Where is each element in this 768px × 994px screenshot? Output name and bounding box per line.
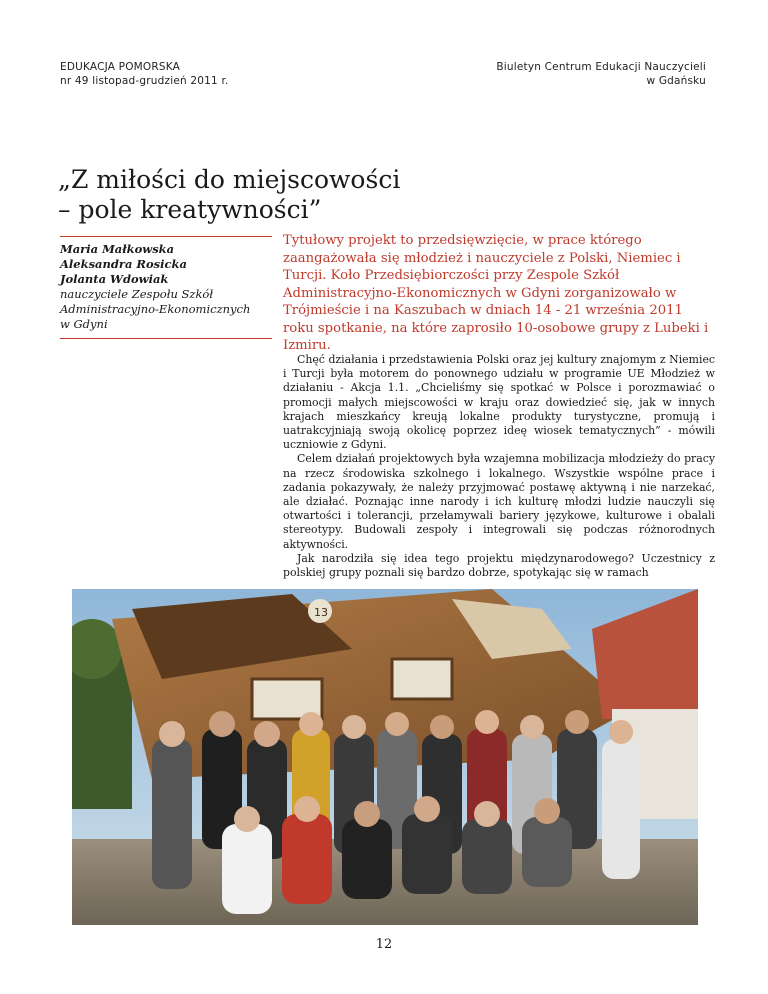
group-photo: [72, 589, 698, 925]
body-paragraph: Jak narodziła się idea tego projektu międzynarodowego? Uczestnicy z polskiej grupy poznali się bardzo dobrze, spotykając się w ramach: [283, 551, 715, 580]
author-name: Jolanta Wdowiak: [60, 272, 169, 286]
running-header-left: [60, 60, 229, 88]
author-affiliation: Administracyjno-Ekonomicznych: [60, 302, 251, 316]
page-number: 12: [375, 937, 393, 952]
author-affiliation: nauczyciele Zespołu Szkół: [60, 287, 214, 301]
issue-info: nr 49 listopad-grudzień 2011 r.: [60, 75, 229, 87]
article-title: [58, 165, 578, 225]
article-body: [283, 353, 715, 580]
body-paragraph: Celem działań projektowych była wzajemna mobilizacja młodzieży do pracy na rzecz środowiska szkolnego i lokalnego. Wszystkie wspólne prace i zadania pokazywały, że należy przyjmować postawę aktywną i nie narzekać, ale działać. Poznając inne narody i ich kulturę młodzi ludzie nauczyli się otwartości i tolerancji, przełamywali bariery językowe, kulturowe i obalali stereotypy. Budowali zespoły i integrowali się podczas różnorodnych aktywności.: [283, 452, 715, 551]
body-paragraph: Chęć działania i przedstawienia Polski oraz jej kultury znajomym z Niemiec i Turcji była motorem do ponownego udziału w programie UE Młodzież w działaniu - Akcja 1.1. „Chcieliśmy się spotkać w Polsce i porozmawiać o promocji małych miejscowości w kraju oraz dowiedzieć się, jak w innych krajach mieszkańcy kreują lokalne produkty turystyczne, promują i uatrakcyjniają swoją okolicę poprzez ideę wiosek tematycznych” - mówili uczniowie z Gdyni.: [283, 353, 715, 452]
author-affiliation: w Gdyni: [60, 317, 108, 331]
author-block: [60, 242, 270, 332]
author-name: Maria Małkowska: [60, 242, 175, 256]
house-number: 13: [314, 606, 328, 619]
publisher-line1: Biuletyn Centrum Edukacji Nauczycieli: [496, 61, 706, 73]
publisher-line2: w Gdańsku: [646, 75, 706, 87]
title-line-1: „Z miłości do miejscowości: [58, 164, 401, 194]
running-header-right: [496, 60, 706, 88]
lead-paragraph: Tytułowy projekt to przedsięwzięcie, w prace którego zaangażowała się młodzież i nauczyciele z Polski, Niemiec i Turcji. Koło Przedsiębiorczości przy Zespole Szkół Administracyjno-Ekonomicznych w Gdyni zorganizowało w Trójmieście i na Kaszubach w dniach 14 - 21 września 2011 roku spotkanie, na które zaprosiło 10-osobowe grupy z Lubeki i Izmiru.: [283, 233, 709, 353]
author-top-rule: [60, 236, 272, 237]
group-photo-illustration: [72, 589, 698, 925]
author-bottom-rule: [60, 338, 272, 339]
journal-name: EDUKACJA POMORSKA: [60, 61, 181, 73]
author-name: Aleksandra Rosicka: [60, 257, 187, 271]
title-line-2: – pole kreatywności”: [58, 194, 322, 224]
